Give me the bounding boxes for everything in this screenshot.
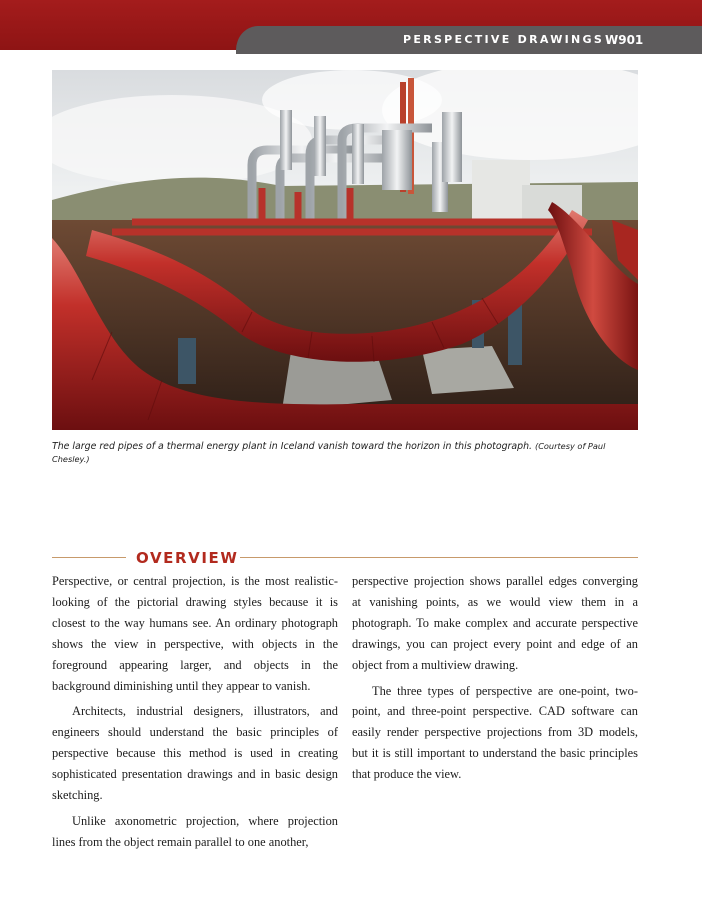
paragraph: Architects, industrial designers, illustrators, and engineers should understand the basic principles of perspective because this method is used in creating sophisticated presentation drawings and in basic design sketching. bbox=[52, 704, 338, 803]
pipes-photo-illustration bbox=[52, 70, 638, 430]
paragraph: perspective projection shows parallel edges converging at vanishing points, as we would view them in a photograph. To make complex and accurate perspective drawings, you can project every point and edge of an object from a multiview drawing. bbox=[352, 574, 638, 672]
running-head: PERSPECTIVE DRAWINGS bbox=[403, 33, 605, 46]
text-column-left bbox=[52, 571, 338, 853]
heading-rule-left bbox=[52, 557, 126, 558]
pipes-photo bbox=[52, 70, 638, 430]
caption-credit: (Courtesy of Paul Chesley.) bbox=[52, 441, 606, 464]
section-heading: OVERVIEW bbox=[136, 549, 239, 567]
page-number: W901 bbox=[605, 33, 644, 47]
figure-caption bbox=[52, 440, 640, 466]
heading-rule-right bbox=[240, 557, 638, 558]
paragraph: Unlike axonometric projection, where projection lines from the object remain parallel to one another, bbox=[52, 813, 338, 849]
paragraph: Perspective, or central projection, is the most realistic-looking of the pictorial drawing styles because it is closest to the way humans see. An ordinary photograph shows the view in perspective, with objects in the foreground appearing larger, and objects in the background diminishing until they appear to vanish. bbox=[52, 574, 338, 693]
text-column-right bbox=[352, 571, 638, 785]
paragraph: The three types of perspective are one-point, two-point, and three-point perspective. CAD software can easily render perspective projections from 3D models, but it is still important to understand the basic principles that produce the view. bbox=[352, 683, 638, 782]
caption-text: The large red pipes of a thermal energy plant in Iceland vanish toward the horizon in this photograph. bbox=[52, 441, 533, 452]
